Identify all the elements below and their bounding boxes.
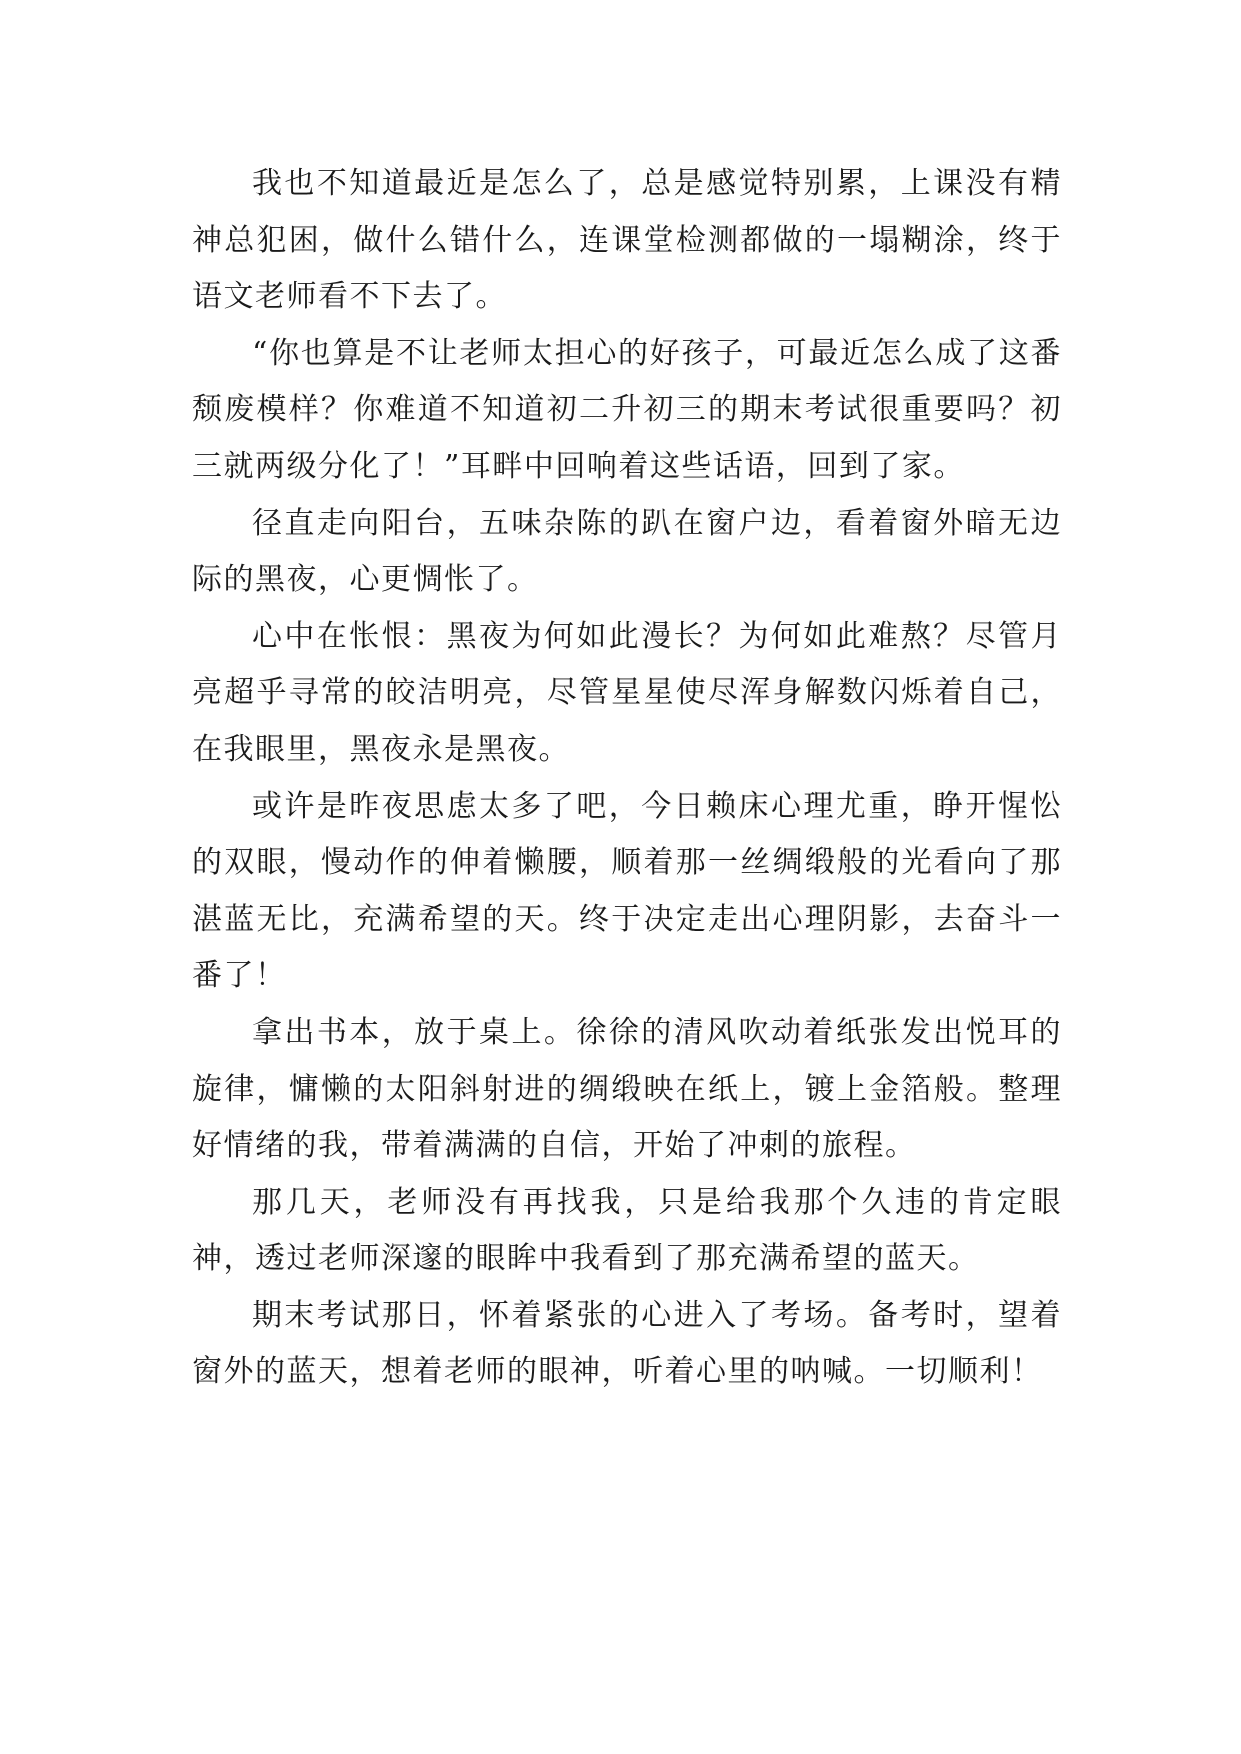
paragraph-1: 我也不知道最近是怎么了，总是感觉特别累，上课没有精神总犯困，做什么错什么，连课堂检测都做的一塌糊涂，终于语文老师看不下去了。 <box>192 166 1062 315</box>
paragraph-5: 或许是昨夜思虑太多了吧，今日赖床心理尤重，睁开惺忪的双眼，慢动作的伸着懒腰，顺着那一丝绸缎般的光看向了那湛蓝无比，充满希望的天。终于决定走出心理阴影，去奋斗一番了！ <box>192 788 1062 994</box>
paragraph-2: “你也算是不让老师太担心的好孩子，可最近怎么成了这番颓废模样？你难道不知道初二升初三的期末考试很重要吗？初三就两级分化了！”耳畔中回响着这些话语，回到了家。 <box>192 335 1062 484</box>
paragraph-4: 心中在怅恨：黑夜为何如此漫长？为何如此难熬？尽管月亮超乎寻常的皎洁明亮，尽管星星使尽浑身解数闪烁着自己，在我眼里，黑夜永是黑夜。 <box>192 618 1062 767</box>
paragraph-7: 那几天，老师没有再找我，只是给我那个久违的肯定眼神，透过老师深邃的眼眸中我看到了那充满希望的蓝天。 <box>192 1184 1062 1277</box>
paragraph-6: 拿出书本，放于桌上。徐徐的清风吹动着纸张发出悦耳的旋律，慵懒的太阳斜射进的绸缎映在纸上，镀上金箔般。整理好情绪的我，带着满满的自信，开始了冲刺的旅程。 <box>192 1014 1062 1164</box>
paragraph-8: 期末考试那日，怀着紧张的心进入了考场。备考时，望着窗外的蓝天，想着老师的眼神，听着心里的呐喊。一切顺利！ <box>192 1297 1062 1390</box>
paragraph-3: 径直走向阳台，五味杂陈的趴在窗户边，看着窗外暗无边际的黑夜，心更惆怅了。 <box>192 505 1062 598</box>
document-body <box>192 156 1062 1401</box>
